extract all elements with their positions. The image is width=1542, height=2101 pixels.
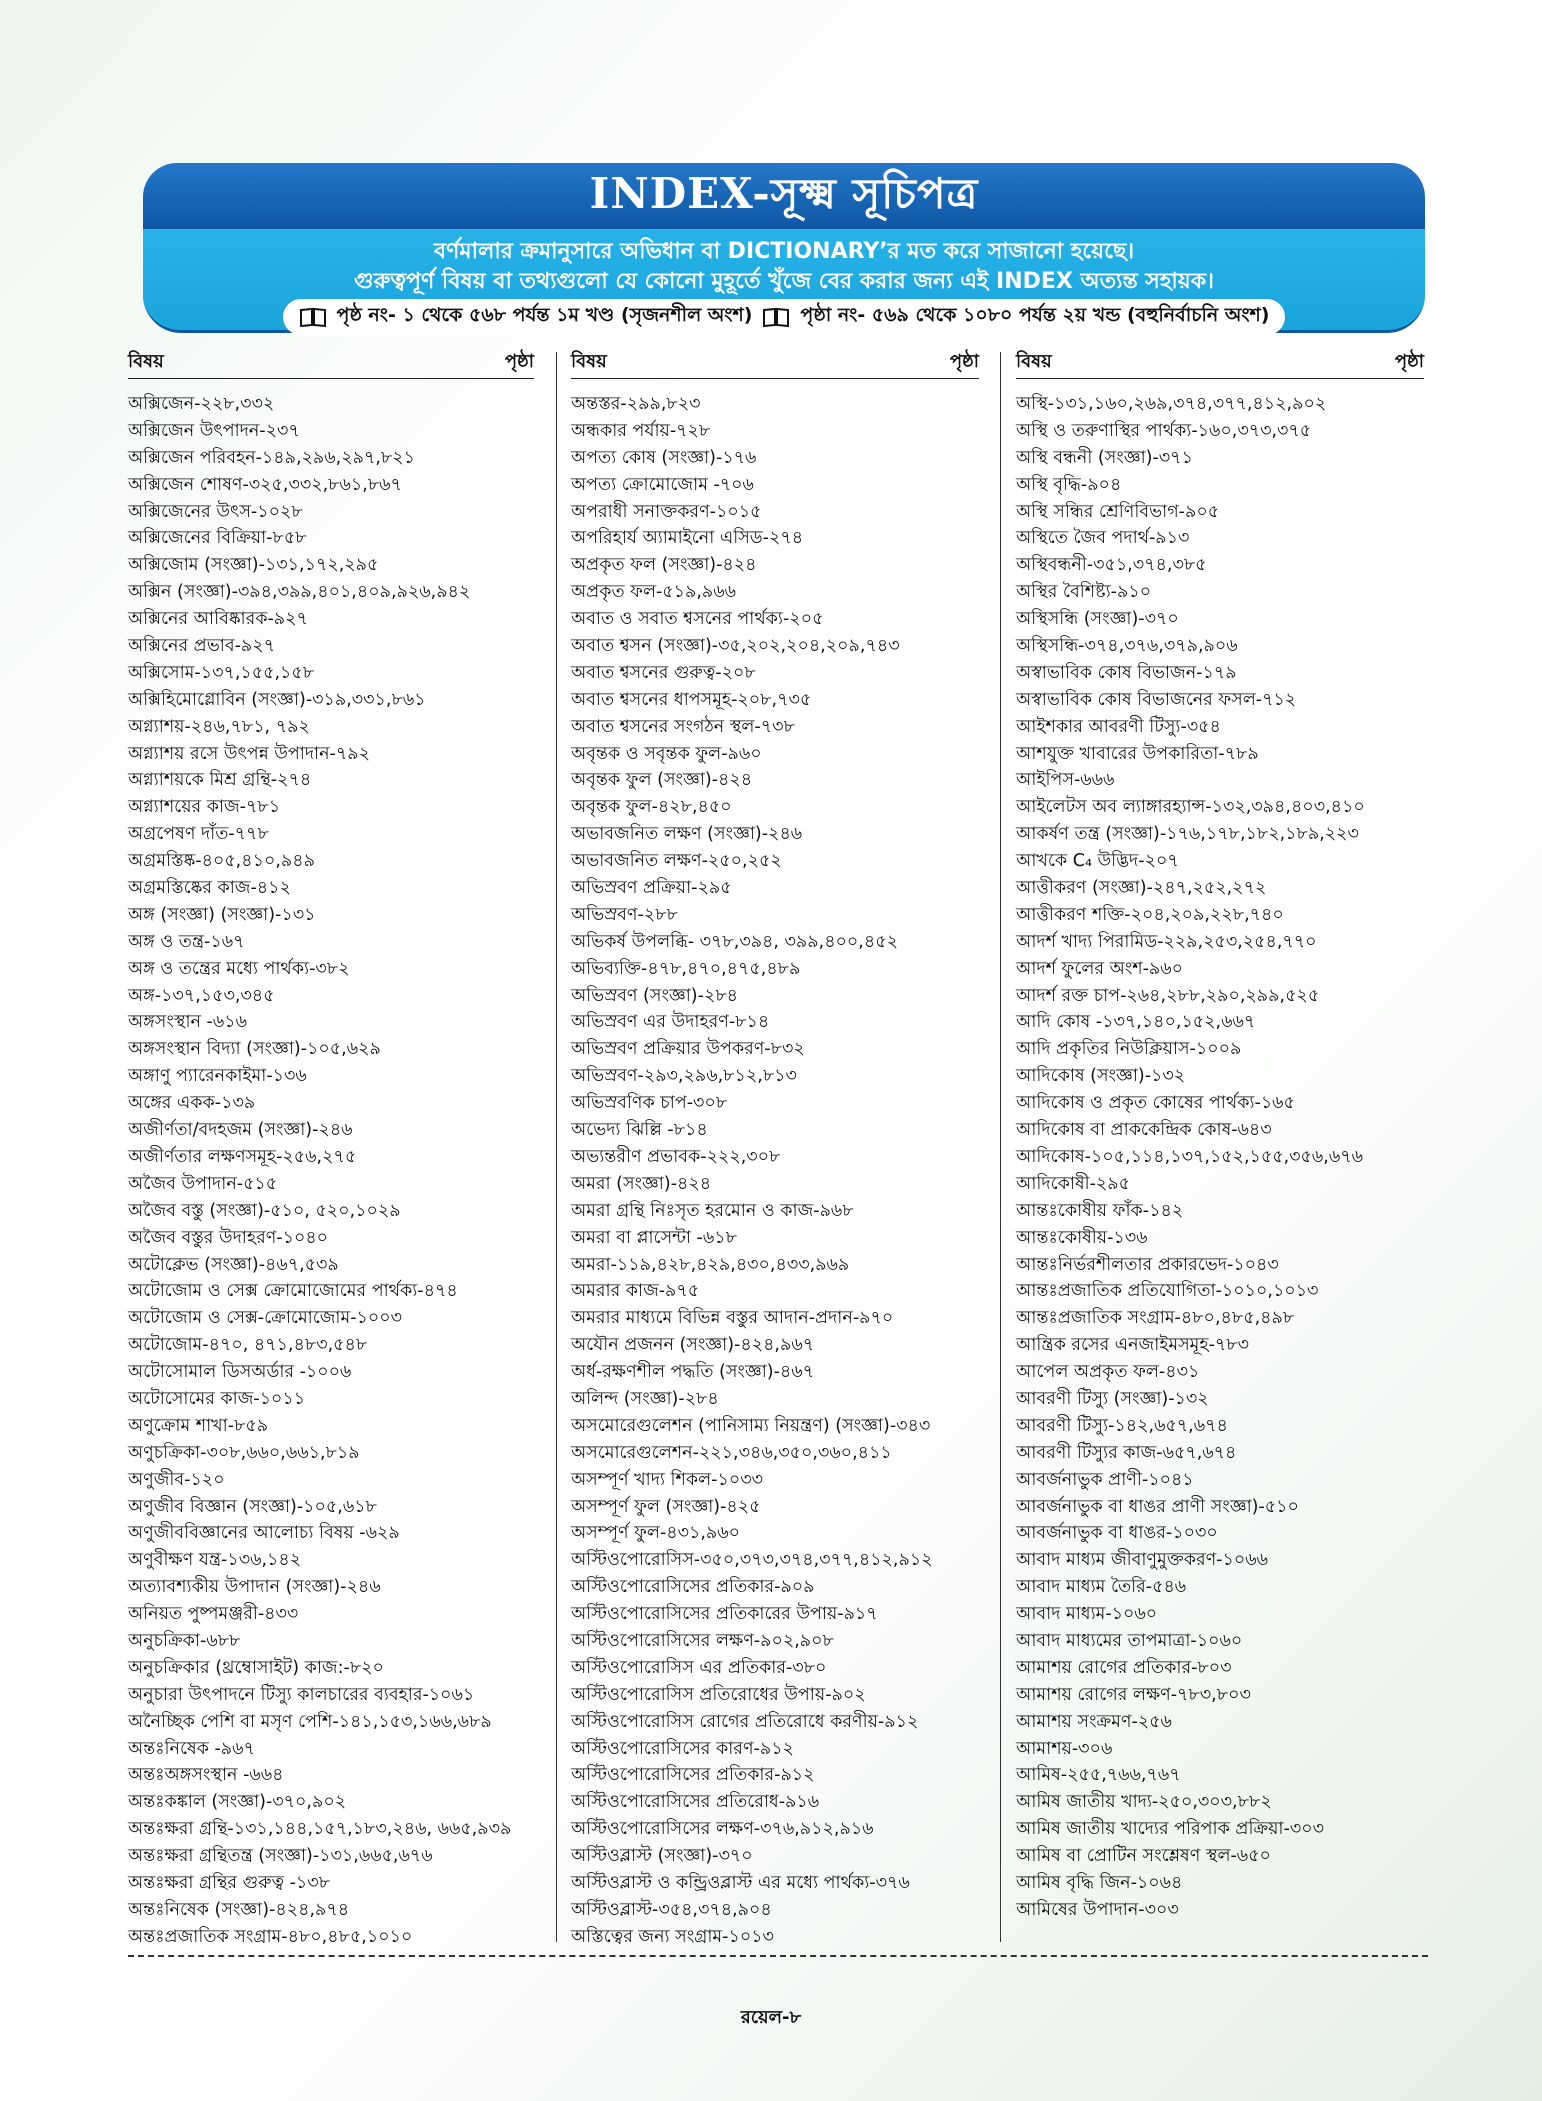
index-entry: অগ্রমস্তিষ্কের কাজ-৪১২ (128, 878, 291, 899)
index-entry: অভিব্যক্তি-৪৭৮,৪৭০,৪৭৫,৪৮৯ (571, 958, 801, 979)
index-entry: অক্সিজেনের উৎস-১০২৮ (128, 501, 303, 522)
index-entry: অস্টিওব্লাস্ট (সংজ্ঞা)-৩৭০ (571, 1846, 753, 1867)
index-entry: অঙ্গ ও তন্ত্র-১৬৭ (128, 931, 245, 952)
index-entry: অক্সিজেন-২২৮,৩৩২ (128, 394, 275, 414)
page-header: পৃষ্ঠা (504, 351, 534, 372)
index-entry: অস্টিওপোরোসিস এর প্রতিকার-৩৮০ (571, 1657, 827, 1678)
book-icon (762, 307, 790, 327)
index-entry: অজৈব বস্তু (সংজ্ঞা)-৫১০, ৫২০,১০২৯ (128, 1200, 401, 1221)
index-entry: অস্টিওপোরোসিস রোগের প্রতিরোধে করণীয়-৯১২ (571, 1711, 919, 1732)
index-entry: অমরা (সংজ্ঞা)-৪২৪ (571, 1173, 712, 1194)
index-entry: অন্তস্তর-২৯৯,৮২৩ (571, 394, 701, 414)
index-entry: অক্সিনের প্রভাব-৯২৭ (128, 636, 276, 657)
index-entry: অসম্পূর্ণ ফুল-৪৩১,৯৬০ (571, 1523, 741, 1544)
index-entry: অভিস্রবণ এর উদাহরণ-৮১৪ (571, 1012, 770, 1033)
index-entry: অভাবজনিত লক্ষণ (সংজ্ঞা)-২৪৬ (571, 824, 803, 845)
index-entry: অণুচক্রিকা-৩০৮,৬৬০,৬৬১,৮১৯ (128, 1442, 360, 1463)
index-entry: অগ্ন্যাশয়কে মিশ্র গ্রন্থি-২৭৪ (128, 770, 312, 791)
index-entry: অক্সিহিমোগ্লোবিন (সংজ্ঞা)-৩১৯,৩৩১,৮৬১ (128, 689, 426, 710)
index-column-2 (571, 351, 979, 1947)
index-entry: অস্টিওপোরোসিসের প্রতিকার-৯১২ (571, 1765, 815, 1786)
index-entry: আদর্শ খাদ্য পিরামিড-২২৯,২৫৩,২৫৪,৭৭০ (1016, 931, 1317, 952)
index-entry: আদি কোষ -১৩৭,১৪০,১৫২,৬৬৭ (1016, 1012, 1256, 1033)
index-banner (143, 163, 1425, 335)
index-entry: আইপিস-৬৬৬ (1016, 770, 1115, 791)
index-entry: অনুচারা উৎপাদনে টিস্যু কালচারের ব্যবহার-১০৬১ (128, 1684, 475, 1705)
index-entry: অক্সিজেন শোষণ-৩২৫,৩৩২,৮৬১,৮৬৭ (128, 474, 402, 495)
index-entry: অন্তঃনিষেক -৯৬৭ (128, 1738, 255, 1759)
index-entry: অক্সিজেনের বিক্রিয়া-৮৫৮ (128, 528, 307, 549)
index-entry: অগ্ন্যাশয়-২৪৬,৭৮১, ৭৯২ (128, 716, 310, 737)
page-footer: রয়েল-৮ (740, 2007, 802, 2028)
index-entry: আমিষ বা প্রোটিন সংশ্লেষণ স্থল-৬৫০ (1016, 1846, 1271, 1867)
index-entry: অণুজীব বিজ্ঞান (সংজ্ঞা)-১০৫,৬১৮ (128, 1496, 377, 1517)
index-entry: অপরিহার্য অ্যামাইনো এসিড-২৭৪ (571, 528, 804, 549)
index-entry: আবরণী টিস্যুর কাজ-৬৫৭,৬৭৪ (1016, 1442, 1237, 1463)
index-entry: অন্তঃনিষেক (সংজ্ঞা)-৪২৪,৯৭৪ (128, 1899, 350, 1920)
index-entry: আবাদ মাধ্যম-১০৬০ (1016, 1604, 1158, 1625)
index-entry: অঙ্গ (সংজ্ঞা) (সংজ্ঞা)-১৩১ (128, 904, 316, 925)
index-entry: অমরা-১১৯,৪২৮,৪২৯,৪৩০,৪৩৩,৯৬৯ (571, 1254, 850, 1275)
index-entry: অণুজীব-১২০ (128, 1469, 225, 1490)
banner-subtitle-box (143, 229, 1425, 333)
index-entry: আন্তঃপ্রজাতিক প্রতিযোগিতা-১০১০,১০১৩ (1016, 1281, 1319, 1302)
index-entry: অজৈব উপাদান-৫১৫ (128, 1173, 278, 1194)
index-entry: অমরা গ্রন্থি নিঃসৃত হরমোন ও কাজ-৯৬৮ (571, 1200, 854, 1221)
page-header: পৃষ্ঠা (1394, 351, 1424, 372)
index-entry: অমরা বা প্লাসেন্টা -৬১৮ (571, 1227, 737, 1248)
index-entry: অটোসোমাল ডিসঅর্ডার -১০০৬ (128, 1362, 352, 1383)
index-entry: অঙ্গসংস্থান -৬১৬ (128, 1012, 247, 1033)
book-icon (299, 307, 327, 327)
index-entry: অক্সিজোম (সংজ্ঞা)-১৩১,১৭২,২৯৫ (128, 555, 379, 576)
index-entry: অস্থিবন্ধনী-৩৫১,৩৭৪,৩৮৫ (1016, 555, 1207, 576)
index-entry: আন্ত্রিক রসের এনজাইমসমূহ-৭৮৩ (1016, 1335, 1249, 1356)
index-entry: অটোক্লেভ (সংজ্ঞা)-৪৬৭,৫৩৯ (128, 1254, 339, 1275)
index-entry: অণুক্রোম শাখা-৮৫৯ (128, 1415, 269, 1436)
index-list (1016, 391, 1424, 1924)
index-entry: অস্বাভাবিক কোষ বিভাজন-১৭৯ (1016, 662, 1237, 683)
index-entry: আমিষ জাতীয় খাদ্য-২৫০,৩০৩,৮৮২ (1016, 1792, 1272, 1813)
index-entry: আবরণী টিস্যু-১৪২,৬৫৭,৬৭৪ (1016, 1415, 1228, 1436)
column-header (128, 352, 534, 379)
index-entry: অণুজীববিজ্ঞানের আলোচ্য বিষয় -৬২৯ (128, 1523, 400, 1544)
part2-range: পৃষ্ঠা নং- ৫৬৯ থেকে ১০৮০ পর্যন্ত ২য় খন্ড (বহুনির্বাচনি অংশ) (800, 304, 1270, 326)
index-entry: অভিস্রবণ-২৮৮ (571, 904, 678, 925)
index-entry: অভিকর্ষ উপলব্ধি- ৩৭৮,৩৯৪, ৩৯৯,৪০০,৪৫২ (571, 931, 898, 952)
index-entry: আদর্শ রক্ত চাপ-২৬৪,২৮৮,২৯০,২৯৯,৫২৫ (1016, 985, 1320, 1006)
index-entry: আন্তঃপ্রজাতিক সংগ্রাম-৪৮০,৪৮৫,৪৯৮ (1016, 1308, 1295, 1329)
index-entry: অপরাধী সনাক্তকরণ-১০১৫ (571, 501, 762, 522)
index-entry: অসম্পূর্ণ ফুল (সংজ্ঞা)-৪২৫ (571, 1496, 761, 1517)
index-entry: অলিন্দ (সংজ্ঞা)-২৮৪ (571, 1388, 719, 1409)
index-list (571, 391, 979, 1951)
index-entry: অক্সিজেন উৎপাদন-২৩৭ (128, 420, 300, 441)
index-entry: অবৃন্তক ফুল-৪২৮,৪৫০ (571, 797, 732, 818)
index-entry: আদর্শ ফুলের অংশ-৯৬০ (1016, 958, 1184, 979)
index-entry: আমাশয় রোগের প্রতিকার-৮০৩ (1016, 1657, 1232, 1678)
index-entry: অঙ্গ-১৩৭,১৫৩,৩৪৫ (128, 985, 275, 1006)
index-entry: অস্থি ও তরুণাস্থির পার্থক্য-১৬০,৩৭৩,৩৭৫ (1016, 420, 1312, 441)
index-columns (128, 351, 1428, 1947)
index-entry: অক্সিন (সংজ্ঞা)-৩৯৪,৩৯৯,৪০১,৪০৯,৯২৬,৯৪২ (128, 582, 471, 603)
index-entry: অস্থি বন্ধনী (সংজ্ঞা)-৩৭১ (1016, 447, 1193, 468)
index-entry: আমিষ জাতীয় খাদ্যের পরিপাক প্রক্রিয়া-৩০৩ (1016, 1819, 1324, 1840)
subtitle-line-2: গুরুত্বপূর্ণ বিষয় বা তথ্যগুলো যে কোনো মুহূর্তে খুঁজে বের করার জন্য এই INDEX অত্যন্ত সহায়ক। (353, 269, 1214, 294)
index-entry: আদিকোষী-২৯৫ (1016, 1173, 1131, 1194)
index-entry: অবাত ও সবাত শ্বসনের পার্থক্য-২০৫ (571, 609, 824, 630)
index-entry: অস্থির বৈশিষ্ট্য-৯১০ (1016, 582, 1152, 603)
index-entry: অবাত শ্বসন (সংজ্ঞা)-৩৫,২০২,২০৪,২০৯,৭৪৩ (571, 636, 900, 657)
index-entry: আপেল অপ্রকৃত ফল-৪৩১ (1016, 1362, 1200, 1383)
index-entry: আন্তঃনির্ভরশীলতার প্রকারভেদ-১০৪৩ (1016, 1254, 1279, 1275)
index-entry: অস্টিওব্লাস্ট-৩৫৪,৩৭৪,৯০৪ (571, 1899, 772, 1920)
index-entry: অঙ্গ ও তন্ত্রের মধ্যে পার্থক্য-৩৮২ (128, 958, 350, 979)
index-entry: আমাশয়-৩০৬ (1016, 1738, 1113, 1759)
index-entry: অস্থিতে জৈব পদার্থ-৯১৩ (1016, 528, 1190, 549)
index-entry: অস্টিওব্লাস্ট ও কন্ড্রিওব্লাস্ট এর মধ্যে পার্থক্য-৩৭৬ (571, 1872, 910, 1893)
index-entry: অভিস্রবণ প্রক্রিয়া-২৯৫ (571, 878, 732, 899)
index-entry: অপ্রকৃত ফল-৫১৯,৯৬৬ (571, 582, 737, 603)
index-entry: অঙ্গাণু প্যারেনকাইমা-১৩৬ (128, 1066, 307, 1087)
index-entry: অভিস্রবণিক চাপ-৩০৮ (571, 1093, 728, 1114)
index-entry: অস্টিওপোরোসিসের প্রতিকারের উপায়-৯১৭ (571, 1604, 878, 1625)
index-entry: অন্তঃক্ষরা গ্রন্থিতন্ত্র (সংজ্ঞা)-১৩১,৬৬৫,৬৭৬ (128, 1846, 433, 1867)
index-entry: অন্তঃপ্রজাতিক সংগ্রাম-৪৮০,৪৮৫,১০১০ (128, 1926, 413, 1947)
index-entry: অটোজোম-৪৭০, ৪৭১,৪৮৩,৫৪৮ (128, 1335, 368, 1356)
index-entry: অযৌন প্রজনন (সংজ্ঞা)-৪২৪,৯৬৭ (571, 1335, 815, 1356)
index-entry: অপ্রকৃত ফল (সংজ্ঞা)-৪২৪ (571, 555, 757, 576)
index-entry: অস্টিওপোরোসিসের লক্ষণ-৩৭৬,৯১২,৯১৬ (571, 1819, 874, 1840)
index-entry: অবাত শ্বসনের সংগঠন স্থল-৭৩৮ (571, 716, 795, 737)
index-entry: অমরার মাধ্যমে বিভিন্ন বস্তুর আদান-প্রদান-৯৭০ (571, 1308, 894, 1329)
index-entry: আইলেটস অব ল্যাঙ্গারহ্যান্স-১৩২,৩৯৪,৪০৩,৪১০ (1016, 797, 1365, 818)
index-entry: অগ্রমস্তিষ্ক-৪০৫,৪১০,৯৪৯ (128, 851, 315, 872)
index-entry: অক্সিসোম-১৩৭,১৫৫,১৫৮ (128, 662, 315, 683)
index-entry: আমিষ বৃদ্ধি জিন-১০৬৪ (1016, 1872, 1183, 1893)
index-entry: অভেদ্য ঝিল্লি -৮১৪ (571, 1120, 708, 1141)
index-entry: অভ্যন্তরীণ প্রভাবক-২২২,৩০৮ (571, 1146, 781, 1167)
index-entry: অন্তঃক্ষরা গ্রন্থির গুরুত্ব -১৩৮ (128, 1872, 330, 1893)
index-entry: আদি প্রকৃতির নিউক্লিয়াস-১০০৯ (1016, 1039, 1242, 1060)
index-entry: আকর্ষণ তন্ত্র (সংজ্ঞা)-১৭৬,১৭৮,১৮২,১৮৯,২২৩ (1016, 824, 1359, 845)
page-title: INDEX-সূক্ষ্ম সূচিপত্র (589, 168, 979, 218)
index-column-3 (1016, 352, 1424, 1942)
index-entry: অনিয়ত পুষ্পমঞ্জরী-৪৩৩ (128, 1604, 299, 1625)
index-entry: অস্টিওপোরোসিসের কারণ-৯১২ (571, 1738, 794, 1759)
index-entry: অভিস্রবণ (সংজ্ঞা)-২৮৪ (571, 985, 739, 1006)
footer-divider (128, 1955, 1428, 1957)
index-entry: অক্সিজেন পরিবহন-১৪৯,২৯৬,২৯৭,৮২১ (128, 447, 415, 468)
index-entry: অনুচক্রিকার (থ্রম্বোসাইট) কাজ:-৮২০ (128, 1657, 384, 1678)
index-entry: অবাত শ্বসনের ধাপসমূহ-২০৮,৭৩৫ (571, 689, 812, 710)
index-entry: অসমোরেগুলেশন (পানিসাম্য নিয়ন্ত্রণ) (সংজ্ঞা)-৩৪৩ (571, 1415, 931, 1436)
index-entry: অজীর্ণতা/বদহজম (সংজ্ঞা)-২৪৬ (128, 1120, 353, 1141)
index-entry: আত্তীকরণ (সংজ্ঞা)-২৪৭,২৫২,২৭২ (1016, 878, 1267, 899)
index-entry: আত্তীকরণ শক্তি-২০৪,২০৯,২২৮,৭৪০ (1016, 904, 1284, 925)
index-entry: অগ্ন্যাশয় রসে উৎপন্ন উপাদান-৭৯২ (128, 743, 370, 764)
index-entry: অজৈব বস্তুর উদাহরণ-১০৪০ (128, 1227, 329, 1248)
index-entry: অসমোরেগুলেশন-২২১,৩৪৬,৩৫০,৩৬০,৪১১ (571, 1442, 892, 1463)
index-entry: আদিকোষ ও প্রকৃত কোষের পার্থক্য-১৬৫ (1016, 1093, 1295, 1114)
column-divider (556, 352, 557, 1942)
index-entry: অসম্পূর্ণ খাদ্য শিকল-১০৩৩ (571, 1469, 763, 1490)
index-entry: অগ্ন্যাশয়ের কাজ-৭৮১ (128, 797, 281, 818)
index-entry: আবাদ মাধ্যম জীবাণুমুক্তকরণ-১০৬৬ (1016, 1550, 1268, 1571)
index-entry: আখকে C₄ উদ্ভিদ-২০৭ (1016, 851, 1179, 872)
index-entry: অভিস্রবণ প্রক্রিয়ার উপকরণ-৮৩২ (571, 1039, 805, 1060)
index-entry: অস্বাভাবিক কোষ বিভাজনের ফসল-৭১২ (1016, 689, 1297, 710)
index-entry: অগ্রপেষণ দাঁত-৭৭৮ (128, 824, 269, 845)
index-entry: অনৈচ্ছিক পেশি বা মসৃণ পেশি-১৪১,১৫৩,১৬৬,৬৮৯ (128, 1711, 492, 1732)
index-entry: আশযুক্ত খাবারের উপকারিতা-৭৮৯ (1016, 743, 1259, 764)
index-entry: আমিষের উপাদান-৩০৩ (1016, 1899, 1179, 1920)
index-column-1 (128, 351, 534, 1947)
index-entry: অঙ্গের একক-১৩৯ (128, 1093, 256, 1114)
index-entry: অস্থি বৃদ্ধি-৯০৪ (1016, 474, 1122, 495)
index-entry: অত্যাবশ্যকীয় উপাদান (সংজ্ঞা)-২৪৬ (128, 1577, 381, 1598)
index-entry: আদিকোষ-১০৫,১১৪,১৩৭,১৫২,১৫৫,৩৫৬,৬৭৬ (1016, 1146, 1363, 1167)
index-entry: অন্ধকার পর্যায়-৭২৮ (571, 420, 711, 441)
page-header: পৃষ্ঠা (949, 351, 979, 372)
banner-title-bar (143, 163, 1425, 229)
index-entry: অস্থিসন্ধি (সংজ্ঞা)-৩৭০ (1016, 609, 1179, 630)
subject-header: বিষয় (571, 351, 607, 372)
index-entry: অটোজোম ও সেক্স ক্রোমোজোমের পার্থক্য-৪৭৪ (128, 1281, 458, 1302)
index-entry: অন্তঃঅঙ্গসংস্থান -৬৬৪ (128, 1765, 284, 1786)
column-header (571, 352, 979, 379)
index-entry: আবর্জনাভুক প্রাণী-১০৪১ (1016, 1469, 1194, 1490)
index-entry: আবাদ মাধ্যম তৈরি-৫৪৬ (1016, 1577, 1187, 1598)
index-entry: অঙ্গসংস্থান বিদ্যা (সংজ্ঞা)-১০৫,৬২৯ (128, 1039, 381, 1060)
index-entry: অবৃন্তক ফুল (সংজ্ঞা)-৪২৪ (571, 770, 753, 791)
index-entry: অজীর্ণতার লক্ষণসমূহ-২৫৬,২৭৫ (128, 1146, 357, 1167)
index-entry: আইশকার আবরণী টিস্যু-৩৫৪ (1016, 716, 1221, 737)
index-entry: অস্টিওপোরোসিসের লক্ষণ-৯০২,৯০৮ (571, 1630, 834, 1651)
index-entry: আদিকোষ বা প্রাককেন্দ্রিক কোষ-৬৪৩ (1016, 1120, 1272, 1141)
index-entry: অণুবীক্ষণ যন্ত্র-১৩৬,১৪২ (128, 1550, 302, 1571)
index-entry: আদিকোষ (সংজ্ঞা)-১৩২ (1016, 1066, 1186, 1087)
index-entry: অর্ধ-রক্ষণশীল পদ্ধতি (সংজ্ঞা)-৪৬৭ (571, 1362, 815, 1383)
index-entry: অভিস্রবণ-২৯৩,২৯৬,৮১২,৮১৩ (571, 1066, 797, 1087)
index-entry: অস্তিত্বের জন্য সংগ্রাম-১০১৩ (571, 1926, 774, 1947)
index-entry: অক্সিনের আবিষ্কারক-৯২৭ (128, 609, 308, 630)
index-entry: আমিষ-২৫৫,৭৬৬,৭৬৭ (1016, 1765, 1181, 1786)
index-entry: অন্তঃকঙ্কাল (সংজ্ঞা)-৩৭০,৯০২ (128, 1792, 347, 1813)
subject-header: বিষয় (1016, 351, 1052, 372)
index-entry: অস্টিওপোরোসিস প্রতিরোধের উপায়-৯০২ (571, 1684, 866, 1705)
index-entry: অস্থি সন্ধির শ্রেণিবিভাগ-৯০৫ (1016, 501, 1220, 522)
index-list (128, 391, 534, 1951)
column-header (1016, 352, 1424, 379)
index-entry: অটোসোমের কাজ-১০১১ (128, 1388, 306, 1409)
column-divider (1000, 352, 1001, 1942)
page-range-pill (283, 299, 1286, 335)
subject-header: বিষয় (128, 351, 164, 372)
index-entry: অপত্য কোষ (সংজ্ঞা)-১৭৬ (571, 447, 757, 468)
index-entry: আবরণী টিস্যু (সংজ্ঞা)-১৩২ (1016, 1388, 1209, 1409)
index-entry: আন্তঃকোষীয়-১৩৬ (1016, 1227, 1148, 1248)
index-entry: আবর্জনাভুক বা ধাঙর-১০৩০ (1016, 1523, 1218, 1544)
index-entry: অবাত শ্বসনের গুরুত্ব-২০৮ (571, 662, 756, 683)
index-entry: অভাবজনিত লক্ষণ-২৫০,২৫২ (571, 851, 782, 872)
index-entry: আবাদ মাধ্যমের তাপমাত্রা-১০৬০ (1016, 1630, 1243, 1651)
index-entry: অস্টিওপোরোসিসের প্রতিকার-৯০৯ (571, 1577, 815, 1598)
index-entry: আবর্জনাভুক বা ধাঙর প্রাণী সংজ্ঞা)-৫১০ (1016, 1496, 1299, 1517)
index-entry: আমাশয় সংক্রমণ-২৫৬ (1016, 1711, 1172, 1732)
index-entry: অটোজোম ও সেক্স-ক্রোমোজোম-১০০৩ (128, 1308, 403, 1329)
index-entry: অমরার কাজ-৯৭৫ (571, 1281, 700, 1302)
index-entry: অনুচক্রিকা-৬৮৮ (128, 1630, 241, 1651)
subtitle-line-1: বর্ণমালার ক্রমানুসারে অভিধান বা DICTIONARY’র মত করে সাজানো হয়েছে। (433, 239, 1135, 264)
index-entry: অবৃন্তক ও সবৃন্তক ফুল-৯৬০ (571, 743, 762, 764)
index-entry: অন্তঃক্ষরা গ্রন্থি-১৩১,১৪৪,১৫৭,১৮৩,২৪৬, ৬৬৫,৯৩৯ (128, 1819, 512, 1840)
index-entry: অস্টিওপোরোসিস-৩৫০,৩৭৩,৩৭৪,৩৭৭,৪১২,৯১২ (571, 1550, 933, 1571)
index-entry: অস্থিসন্ধি-৩৭৪,৩৭৬,৩৭৯,৯০৬ (1016, 636, 1238, 657)
index-entry: অপত্য ক্রোমোজোম -৭০৬ (571, 474, 754, 495)
index-entry: আন্তঃকোষীয় ফাঁক-১৪২ (1016, 1200, 1184, 1221)
index-entry: আমাশয় রোগের লক্ষণ-৭৮৩,৮০৩ (1016, 1684, 1251, 1705)
part1-range: পৃষ্ঠ নং- ১ থেকে ৫৬৮ পর্যন্ত ১ম খণ্ড (সৃজনশীল অংশ) (336, 304, 753, 326)
index-entry: অস্টিওপোরোসিসের প্রতিরোধ-৯১৬ (571, 1792, 820, 1813)
index-entry: অস্থি-১৩১,১৬০,২৬৯,৩৭৪,৩৭৭,৪১২,৯০২ (1016, 394, 1327, 414)
